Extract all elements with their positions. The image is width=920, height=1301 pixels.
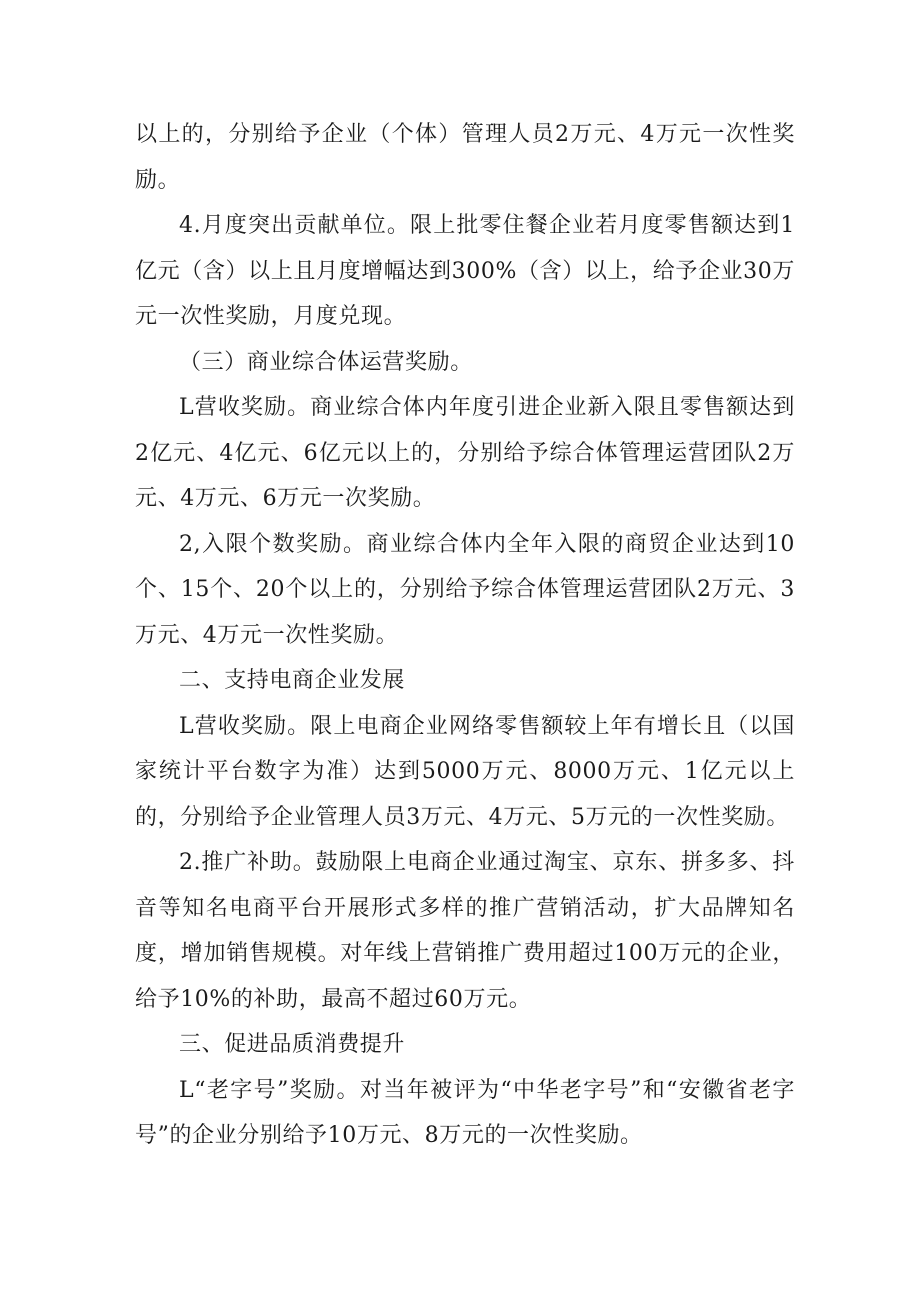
- paragraph-ecommerce-revenue-reward: L营收奖励。限上电商企业网络零售额较上年有增长且（以国家统计平台数字为准）达到5000万元、8000万元、1亿元以上的，分别给予企业管理人员3万元、4万元、5万元的一次性奖励。: [135, 713, 795, 830]
- section-heading-quality-consumption: 三、促进品质消费提升: [179, 1032, 406, 1057]
- paragraph-revenue-reward: L营收奖励。商业综合体内年度引进企业新入限且零售额达到2亿元、4亿元、6亿元以上的，分别给予综合体管理运营团队2万元、4万元、6万元一次奖励。: [135, 395, 795, 511]
- document-body: [135, 112, 795, 1159]
- paragraph-promotion-subsidy: 2.推广补助。鼓励限上电商企业通过淘宝、京东、拼多多、抖音等知名电商平台开展形式多样的推广营销活动，扩大品牌知名度，增加销售规模。对年线上营销推广费用超过100万元的企业，给予10%的补助，最高不超过60万元。: [135, 850, 795, 1012]
- section-heading-ecommerce: 二、支持电商企业发展: [179, 668, 406, 693]
- paragraph-monthly-contribution: 4.月度突出贡献单位。限上批零住餐企业若月度零售额达到1亿元（含）以上且月度增幅达到300%（含）以上，给予企业30万元一次性奖励，月度兑现。: [135, 213, 795, 329]
- paragraph-entry-count-reward: 2,入限个数奖励。商业综合体内全年入限的商贸企业达到10个、15个、20个以上的，分别给予综合体管理运营团队2万元、3万元、4万元一次性奖励。: [135, 531, 795, 648]
- paragraph-continuation: 以上的，分别给予企业（个体）管理人员2万元、4万元一次性奖励。: [135, 122, 795, 193]
- section-heading-commercial-complex: （三）商业综合体运营奖励。: [179, 349, 473, 375]
- paragraph-time-honored-brand-reward: L“老字号”奖励。对当年被评为“中华老字号”和“安徽省老字号”的企业分别给予10万元、8万元的一次性奖励。: [135, 1077, 795, 1148]
